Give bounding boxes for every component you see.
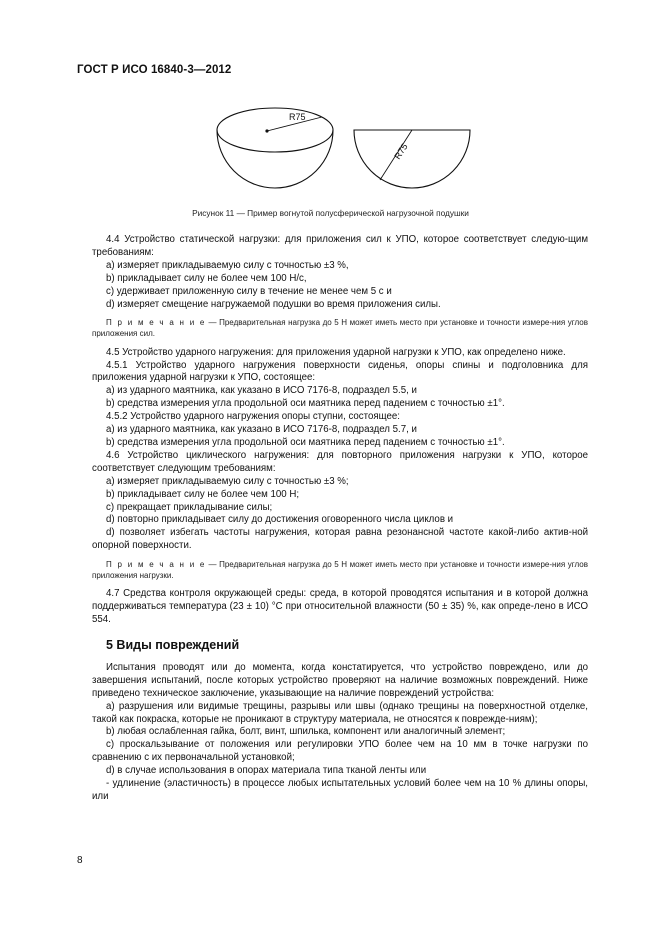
list-item-5-e: - удлинение (эластичность) в процессе любых испытательных условий более чем на 10 % длины опоры, или <box>92 778 588 802</box>
list-item-5-b: b) любая ослабленная гайка, болт, винт, шпилька, компонент или аналогичный элемент; <box>106 726 506 738</box>
list-item-5-c: c) проскальзывание от положения или регулировки УПО более чем на 10 мм в точке нагрузки по сравнению с их первоначальной установкой; <box>92 739 588 764</box>
bowl-rim <box>217 108 333 152</box>
note-1-lead: П р и м е ч а н и е <box>106 318 206 328</box>
document-body <box>92 234 588 804</box>
list-item-4-4-d: d) измеряет смещение нагружаемой подушки во время приложения силы. <box>106 298 441 310</box>
list-item-4-4-a: a) измеряет прикладываемую силу с точностью ±3 %, <box>106 259 349 271</box>
paragraph-4-5-2: 4.5.2 Устройство ударного нагружения опоры ступни, состоящее: <box>106 411 400 423</box>
list-item-4-6-e: d) позволяет избегать частоты нагружения, которая равна резонансной частоте какой-либо актив-ной опорной поверхности. <box>92 527 588 552</box>
section-5-heading: 5 Виды повреждений <box>106 638 240 653</box>
list-item-4-6-c: c) прекращает прикладывание силы; <box>106 501 273 513</box>
note-2 <box>92 560 588 581</box>
section-arc <box>354 130 470 188</box>
list-item-4-4-c: c) удерживает приложенную силу в течение не менее чем 5 с и <box>106 285 392 297</box>
page-number: 8 <box>77 855 83 866</box>
figure-caption: Рисунок 11 — Пример вогнутой полусферической нагрузочной подушки <box>192 208 469 218</box>
paragraph-4-6: 4.6 Устройство циклического нагружения: для повторного приложения нагрузки к УПО, которое соответствует следующим требованиям: <box>92 449 588 474</box>
list-item-4-6-d: d) повторно прикладывает силу до достижения оговоренного числа циклов и <box>106 514 454 526</box>
note-1-text: — Предварительная нагрузка до 5 Н может иметь место при установке и точности измере-ния углов приложения сил. <box>92 318 588 339</box>
paragraph-4-7: 4.7 Средства контроля окружающей среды: среда, в которой проводятся испытания и в которой должна поддерживаться температура (23 ± 10) °С при относительной влажности (50 ± 35) %, как опреде-лено в ИСО 554. <box>92 588 588 626</box>
list-item-4-6-a: a) измеряет прикладываемую силу с точностью ±3 %; <box>106 475 349 487</box>
note-2-text: — Предварительная нагрузка до 5 Н может иметь место при установке и точности измере-ния углов приложения нагрузки. <box>92 560 588 580</box>
bowl-body <box>217 130 333 188</box>
radius-label-left: R75 <box>289 112 306 122</box>
paragraph-4-5-1: 4.5.1 Устройство ударного нагружения поверхности сиденья, опоры спины и подголовника для приложения ударной нагрузки к УПО, состоящее: <box>92 359 588 384</box>
list-item-4-5-1-b: b) средства измерения угла продольной оси маятника перед падением с точностью ±1°. <box>106 398 505 410</box>
hemisphere-drawing <box>205 104 495 196</box>
list-item-4-6-b: b) прикладывает силу не более чем 100 Н; <box>106 488 300 500</box>
figure-hemisphere-cushion <box>205 104 495 196</box>
paragraph-5-intro: Испытания проводят или до момента, когда констатируется, что устройство повреждено, или до завершения испытаний, после которых устройство проверяют на наличие возможных повреждений. Ниже приведено техническое заключение, указывающие на наличие повреждений устройства: <box>92 661 588 699</box>
list-item-4-4-b: b) прикладывает силу не более чем 100 Н/с, <box>106 272 307 284</box>
note-1 <box>92 318 588 339</box>
list-item-4-5-1-a: a) из ударного маятника, как указано в ИСО 7176-8, подраздел 5.5, и <box>106 385 417 397</box>
paragraph-4-5: 4.5 Устройство ударного нагружения: для приложения ударной нагрузки к УПО, как определено ниже. <box>106 346 566 358</box>
list-item-5-a: a) разрушения или видимые трещины, разрывы или швы (однако трещины на поверхностной отделке, такой как покраска, которые не проникают в структуру материала, не относятся к поврежде-ниям); <box>92 700 588 725</box>
list-item-4-5-2-a: a) из ударного маятника, как указано в ИСО 7176-8, подраздел 5.7, и <box>106 424 417 436</box>
list-item-4-5-2-b: b) средства измерения угла продольной оси маятника перед падением с точностью ±1°. <box>106 436 505 448</box>
note-2-lead: П р и м е ч а н и е <box>106 560 206 570</box>
list-item-5-d: d) в случае использования в опорах материала типа тканой ленты или <box>106 765 427 777</box>
radius-label-right: R75 <box>392 141 410 162</box>
paragraph-4-4: 4.4 Устройство статической нагрузки: для приложения сил к УПО, которое соответствует следую-щим требованиям: <box>92 234 588 258</box>
document-header: ГОСТ Р ИСО 16840-3—2012 <box>77 64 232 76</box>
